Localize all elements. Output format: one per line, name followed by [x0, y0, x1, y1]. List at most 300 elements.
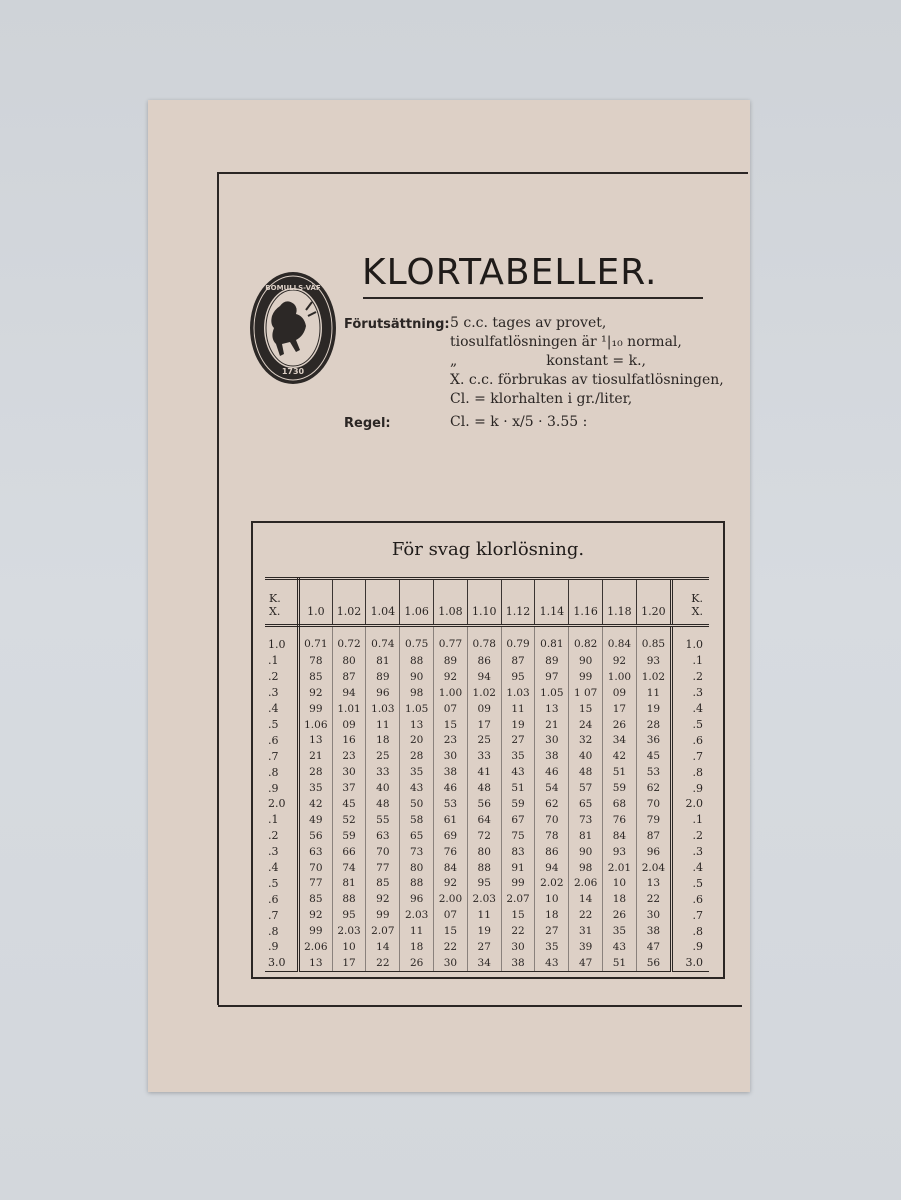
- chlorine-value-cell: 1.03: [366, 701, 400, 717]
- premise-line: „ konstant = k.,: [450, 353, 646, 369]
- corner-header: [265, 579, 299, 626]
- chlorine-value-cell: 52: [332, 812, 366, 828]
- chlorine-value-cell: 1.02: [467, 685, 501, 701]
- chlorine-value-cell: 30: [535, 732, 569, 748]
- x-value-cell-right: .5: [672, 717, 710, 733]
- chlorine-value-cell: 26: [603, 907, 637, 923]
- chlorine-value-cell: 69: [434, 828, 468, 844]
- chlorine-value-cell: 27: [467, 939, 501, 955]
- chlorine-value-cell: 09: [603, 685, 637, 701]
- x-value-cell: .7: [265, 907, 299, 923]
- chlorine-value-cell: 66: [332, 844, 366, 860]
- chlorine-value-cell: 2.03: [467, 891, 501, 907]
- x-value-cell: .4: [265, 701, 299, 717]
- chlorine-value-cell: 99: [299, 923, 333, 939]
- chlorine-value-cell: 19: [501, 717, 535, 733]
- chlorine-value-cell: 87: [636, 828, 671, 844]
- x-value-cell: .8: [265, 923, 299, 939]
- k-column-header: 1.16: [569, 579, 603, 626]
- chlorine-value-cell: 81: [569, 828, 603, 844]
- chlorine-value-cell: 2.03: [400, 907, 434, 923]
- x-value-cell: 3.0: [265, 955, 299, 971]
- chlorine-value-cell: 75: [501, 828, 535, 844]
- chlorine-value-cell: 64: [467, 812, 501, 828]
- chlorine-value-cell: 20: [400, 732, 434, 748]
- premise-label: Förutsättning:: [344, 317, 450, 332]
- chlorine-value-cell: 93: [603, 844, 637, 860]
- chlorine-value-cell: 2.06: [299, 939, 333, 955]
- chlorine-value-cell: 25: [467, 732, 501, 748]
- x-value-cell: .2: [265, 669, 299, 685]
- document-sheet: [148, 100, 750, 1092]
- chlorine-value-cell: 28: [299, 764, 333, 780]
- premise-line: tiosulfatlösningen är ¹|₁₀ normal,: [450, 334, 682, 350]
- chlorine-value-cell: 22: [501, 923, 535, 939]
- table-body: [265, 626, 709, 972]
- chlorine-value-cell: 0.81: [535, 626, 569, 654]
- chlorine-value-cell: 23: [434, 732, 468, 748]
- chlorine-value-cell: 1.00: [603, 669, 637, 685]
- chlorine-value-cell: 99: [569, 669, 603, 685]
- premise-line: Cl. = klorhalten i gr./liter,: [450, 391, 633, 407]
- chlorine-value-cell: 51: [603, 955, 637, 971]
- chlorine-value-cell: 09: [467, 701, 501, 717]
- x-value-cell: .9: [265, 939, 299, 955]
- chlorine-value-cell: 11: [366, 717, 400, 733]
- premise-line: 5 c.c. tages av provet,: [450, 315, 607, 331]
- chlorine-value-cell: 07: [434, 907, 468, 923]
- chlorine-value-cell: 72: [467, 828, 501, 844]
- chlorine-value-cell: 94: [535, 860, 569, 876]
- chlorine-value-cell: 07: [434, 701, 468, 717]
- chlorine-value-cell: 86: [535, 844, 569, 860]
- chlorine-value-cell: 23: [332, 748, 366, 764]
- chlorine-value-cell: 35: [299, 780, 333, 796]
- x-value-cell: .2: [265, 828, 299, 844]
- chlorine-value-cell: 79: [636, 812, 671, 828]
- chlorine-table-box: [251, 521, 725, 979]
- chlorine-value-cell: 30: [434, 955, 468, 971]
- k-column-header: 1.0: [299, 579, 333, 626]
- x-value-cell-right: .7: [672, 907, 710, 923]
- table-row: [265, 717, 709, 733]
- table-row: [265, 955, 709, 971]
- chlorine-value-cell: 85: [366, 875, 400, 891]
- table-row: [265, 748, 709, 764]
- table-row: [265, 701, 709, 717]
- chlorine-value-cell: 0.71: [299, 626, 333, 654]
- corner-k-label: K.: [269, 592, 281, 605]
- chlorine-value-cell: 53: [636, 764, 671, 780]
- chlorine-value-cell: 26: [400, 955, 434, 971]
- chlorine-value-cell: 95: [332, 907, 366, 923]
- x-value-cell: 1.0: [265, 626, 299, 654]
- chlorine-value-cell: 96: [636, 844, 671, 860]
- chlorine-value-cell: 92: [299, 685, 333, 701]
- chlorine-value-cell: 59: [501, 796, 535, 812]
- chlorine-value-cell: 99: [366, 907, 400, 923]
- chlorine-value-cell: 74: [332, 860, 366, 876]
- chlorine-value-cell: 35: [535, 939, 569, 955]
- table-row: [265, 923, 709, 939]
- chlorine-value-cell: 0.74: [366, 626, 400, 654]
- chlorine-value-cell: 65: [569, 796, 603, 812]
- chlorine-value-cell: 70: [636, 796, 671, 812]
- x-value-cell: .7: [265, 748, 299, 764]
- chlorine-value-cell: 65: [400, 828, 434, 844]
- chlorine-value-cell: 18: [366, 732, 400, 748]
- chlorine-value-cell: 51: [603, 764, 637, 780]
- corner-x-label: X.: [269, 605, 281, 618]
- table-row: [265, 939, 709, 955]
- x-value-cell-right: .2: [672, 828, 710, 844]
- table-row: [265, 875, 709, 891]
- chlorine-value-cell: 28: [400, 748, 434, 764]
- x-value-cell-right: .3: [672, 685, 710, 701]
- k-column-header: 1.20: [636, 579, 671, 626]
- chlorine-value-cell: 92: [366, 891, 400, 907]
- k-column-header: 1.02: [332, 579, 366, 626]
- table-row: [265, 796, 709, 812]
- table-row: [265, 860, 709, 876]
- chlorine-value-cell: 39: [569, 939, 603, 955]
- chlorine-value-cell: 0.78: [467, 626, 501, 654]
- rule-formula: Cl. = k · x/5 · 3.55 :: [450, 414, 588, 430]
- chlorine-value-cell: 88: [467, 860, 501, 876]
- corner-k-label: K.: [691, 592, 703, 605]
- chlorine-value-cell: 11: [400, 923, 434, 939]
- chlorine-value-cell: 33: [366, 764, 400, 780]
- table-row: [265, 764, 709, 780]
- chlorine-value-cell: 46: [535, 764, 569, 780]
- chlorine-value-cell: 43: [501, 764, 535, 780]
- chlorine-value-cell: 50: [400, 796, 434, 812]
- x-value-cell-right: .5: [672, 875, 710, 891]
- frame-bottom-rule: [218, 1005, 742, 1007]
- chlorine-value-cell: 99: [299, 701, 333, 717]
- x-value-cell: .6: [265, 891, 299, 907]
- k-column-header: 1.04: [366, 579, 400, 626]
- chlorine-value-cell: 18: [535, 907, 569, 923]
- chlorine-value-cell: 53: [434, 796, 468, 812]
- table-row: [265, 626, 709, 654]
- frame-left-rule: [217, 172, 219, 1005]
- chlorine-value-cell: 09: [332, 717, 366, 733]
- k-column-header: 1.18: [603, 579, 637, 626]
- chlorine-value-cell: 43: [535, 955, 569, 971]
- chlorine-value-cell: 13: [299, 732, 333, 748]
- x-value-cell-right: 1.0: [672, 626, 710, 654]
- table-row: [265, 828, 709, 844]
- chlorine-value-cell: 30: [636, 907, 671, 923]
- chlorine-value-cell: 48: [366, 796, 400, 812]
- table-row: [265, 685, 709, 701]
- chlorine-value-cell: 42: [299, 796, 333, 812]
- x-value-cell-right: .8: [672, 764, 710, 780]
- x-value-cell-right: .1: [672, 653, 710, 669]
- chlorine-value-cell: 98: [400, 685, 434, 701]
- chlorine-value-cell: 22: [366, 955, 400, 971]
- x-value-cell: .8: [265, 764, 299, 780]
- chlorine-value-cell: 87: [501, 653, 535, 669]
- chlorine-value-cell: 42: [603, 748, 637, 764]
- corner-header-right: [672, 579, 710, 626]
- chlorine-value-cell: 81: [366, 653, 400, 669]
- chlorine-value-cell: 21: [535, 717, 569, 733]
- k-column-header: 1.14: [535, 579, 569, 626]
- chlorine-value-cell: 46: [434, 780, 468, 796]
- svg-text:BOMULLS-VÄF: BOMULLS-VÄF: [265, 284, 321, 292]
- chlorine-value-cell: 88: [400, 653, 434, 669]
- x-value-cell: 2.0: [265, 796, 299, 812]
- chlorine-value-cell: 22: [434, 939, 468, 955]
- chlorine-value-cell: 2.06: [569, 875, 603, 891]
- chlorine-value-cell: 36: [636, 732, 671, 748]
- table-row: [265, 907, 709, 923]
- x-value-cell-right: .1: [672, 812, 710, 828]
- x-value-cell-right: .9: [672, 939, 710, 955]
- chlorine-value-cell: 68: [603, 796, 637, 812]
- chlorine-value-cell: 0.82: [569, 626, 603, 654]
- chlorine-value-cell: 80: [467, 844, 501, 860]
- chlorine-value-cell: 81: [332, 875, 366, 891]
- chlorine-value-cell: 43: [603, 939, 637, 955]
- table-row: [265, 780, 709, 796]
- x-value-cell-right: .6: [672, 891, 710, 907]
- chlorine-value-cell: 26: [603, 717, 637, 733]
- chlorine-value-cell: 73: [400, 844, 434, 860]
- k-column-header: 1.06: [400, 579, 434, 626]
- chlorine-value-cell: 1 07: [569, 685, 603, 701]
- chlorine-value-cell: 90: [400, 669, 434, 685]
- chlorine-value-cell: 62: [636, 780, 671, 796]
- chlorine-value-cell: 48: [569, 764, 603, 780]
- table-header-row: [265, 579, 709, 626]
- premise-line: X. c.c. förbrukas av tiosulfatlösningen,: [450, 372, 724, 388]
- corner-x-label: X.: [691, 605, 703, 618]
- chlorine-value-cell: 0.79: [501, 626, 535, 654]
- chlorine-value-cell: 0.85: [636, 626, 671, 654]
- chlorine-value-cell: 1.02: [636, 669, 671, 685]
- chlorine-value-cell: 70: [535, 812, 569, 828]
- chlorine-value-cell: 38: [535, 748, 569, 764]
- chlorine-value-cell: 13: [400, 717, 434, 733]
- chlorine-value-cell: 95: [501, 669, 535, 685]
- table-row: [265, 891, 709, 907]
- chlorine-value-cell: 92: [603, 653, 637, 669]
- chlorine-value-cell: 61: [434, 812, 468, 828]
- chlorine-value-cell: 0.84: [603, 626, 637, 654]
- chlorine-value-cell: 10: [603, 875, 637, 891]
- chlorine-value-cell: 90: [569, 653, 603, 669]
- x-value-cell: .3: [265, 844, 299, 860]
- x-value-cell: .3: [265, 685, 299, 701]
- chlorine-value-cell: 30: [332, 764, 366, 780]
- x-value-cell-right: .9: [672, 780, 710, 796]
- chlorine-value-cell: 2.07: [501, 891, 535, 907]
- x-value-cell: .6: [265, 732, 299, 748]
- chlorine-value-cell: 94: [332, 685, 366, 701]
- x-value-cell-right: 2.0: [672, 796, 710, 812]
- chlorine-value-cell: 38: [501, 955, 535, 971]
- x-value-cell: .1: [265, 812, 299, 828]
- chlorine-value-cell: 1.01: [332, 701, 366, 717]
- chlorine-value-cell: 47: [569, 955, 603, 971]
- chlorine-value-cell: 92: [434, 669, 468, 685]
- table-row: [265, 844, 709, 860]
- x-value-cell-right: .4: [672, 701, 710, 717]
- chlorine-value-cell: 27: [535, 923, 569, 939]
- chlorine-value-cell: 88: [400, 875, 434, 891]
- chlorine-value-cell: 40: [569, 748, 603, 764]
- chlorine-value-cell: 89: [434, 653, 468, 669]
- chlorine-value-cell: 83: [501, 844, 535, 860]
- chlorine-value-cell: 11: [501, 701, 535, 717]
- chlorine-value-cell: 98: [569, 860, 603, 876]
- chlorine-value-cell: 0.77: [434, 626, 468, 654]
- x-value-cell-right: .8: [672, 923, 710, 939]
- chlorine-value-cell: 70: [366, 844, 400, 860]
- chlorine-value-cell: 89: [535, 653, 569, 669]
- chlorine-value-cell: 19: [467, 923, 501, 939]
- chlorine-value-cell: 27: [501, 732, 535, 748]
- title-underline: [363, 297, 703, 299]
- chlorine-value-cell: 13: [535, 701, 569, 717]
- chlorine-value-cell: 80: [400, 860, 434, 876]
- chlorine-value-cell: 56: [636, 955, 671, 971]
- rule-label: Regel:: [344, 416, 391, 431]
- chlorine-value-cell: 1.03: [501, 685, 535, 701]
- document-title: KLORTABELLER.: [362, 252, 658, 293]
- chlorine-value-cell: 99: [501, 875, 535, 891]
- chlorine-value-cell: 38: [636, 923, 671, 939]
- chlorine-value-cell: 59: [332, 828, 366, 844]
- chlorine-value-cell: 17: [603, 701, 637, 717]
- chlorine-value-cell: 86: [467, 653, 501, 669]
- chlorine-value-cell: 13: [299, 955, 333, 971]
- chlorine-value-cell: 84: [434, 860, 468, 876]
- chlorine-value-cell: 10: [332, 939, 366, 955]
- chlorine-value-cell: 85: [299, 669, 333, 685]
- x-value-cell-right: .2: [672, 669, 710, 685]
- chlorine-value-cell: 63: [299, 844, 333, 860]
- chlorine-value-cell: 15: [434, 717, 468, 733]
- chlorine-value-cell: 1.05: [400, 701, 434, 717]
- chlorine-value-cell: 15: [569, 701, 603, 717]
- chlorine-value-cell: 62: [535, 796, 569, 812]
- chlorine-value-cell: 25: [366, 748, 400, 764]
- chlorine-value-cell: 45: [332, 796, 366, 812]
- chlorine-value-cell: 77: [299, 875, 333, 891]
- chlorine-value-cell: 96: [366, 685, 400, 701]
- chlorine-value-cell: 77: [366, 860, 400, 876]
- chlorine-value-cell: 93: [636, 653, 671, 669]
- chlorine-value-cell: 30: [501, 939, 535, 955]
- chlorine-value-cell: 14: [569, 891, 603, 907]
- table-row: [265, 812, 709, 828]
- chlorine-value-cell: 76: [434, 844, 468, 860]
- chlorine-value-cell: 78: [535, 828, 569, 844]
- x-value-cell-right: .3: [672, 844, 710, 860]
- chlorine-value-cell: 63: [366, 828, 400, 844]
- chlorine-value-cell: 89: [366, 669, 400, 685]
- chlorine-value-cell: 45: [636, 748, 671, 764]
- chlorine-value-cell: 1.00: [434, 685, 468, 701]
- chlorine-value-cell: 17: [332, 955, 366, 971]
- x-value-cell: .5: [265, 717, 299, 733]
- chlorine-value-cell: 84: [603, 828, 637, 844]
- chlorine-value-cell: 88: [332, 891, 366, 907]
- chlorine-value-cell: 34: [467, 955, 501, 971]
- chlorine-value-cell: 22: [636, 891, 671, 907]
- chlorine-value-cell: 35: [603, 923, 637, 939]
- k-column-header: 1.08: [434, 579, 468, 626]
- chlorine-value-cell: 0.72: [332, 626, 366, 654]
- chlorine-value-cell: 18: [400, 939, 434, 955]
- x-value-cell-right: .4: [672, 860, 710, 876]
- chlorine-value-cell: 92: [299, 907, 333, 923]
- x-value-cell-right: .7: [672, 748, 710, 764]
- chlorine-value-cell: 96: [400, 891, 434, 907]
- chlorine-value-cell: 18: [603, 891, 637, 907]
- chlorine-value-cell: 80: [332, 653, 366, 669]
- chlorine-value-cell: 95: [467, 875, 501, 891]
- x-value-cell: .9: [265, 780, 299, 796]
- chlorine-value-cell: 76: [603, 812, 637, 828]
- chlorine-value-cell: 2.02: [535, 875, 569, 891]
- chlorine-value-cell: 2.00: [434, 891, 468, 907]
- chlorine-value-cell: 2.01: [603, 860, 637, 876]
- chlorine-value-cell: 13: [636, 875, 671, 891]
- svg-text:1730: 1730: [281, 367, 305, 376]
- chlorine-value-cell: 41: [467, 764, 501, 780]
- chlorine-value-cell: 30: [434, 748, 468, 764]
- chlorine-value-cell: 10: [535, 891, 569, 907]
- chlorine-value-cell: 56: [467, 796, 501, 812]
- chlorine-value-cell: 17: [467, 717, 501, 733]
- table-title: För svag klorlösning.: [391, 539, 585, 560]
- chlorine-value-cell: 15: [434, 923, 468, 939]
- chlorine-value-cell: 15: [501, 907, 535, 923]
- chlorine-value-cell: 59: [603, 780, 637, 796]
- chlorine-value-cell: 33: [467, 748, 501, 764]
- x-value-cell: .1: [265, 653, 299, 669]
- chlorine-value-cell: 2.07: [366, 923, 400, 939]
- chlorine-value-cell: 90: [569, 844, 603, 860]
- chlorine-value-cell: 97: [535, 669, 569, 685]
- chlorine-value-cell: 73: [569, 812, 603, 828]
- chlorine-value-cell: 43: [400, 780, 434, 796]
- chlorine-value-cell: 32: [569, 732, 603, 748]
- x-value-cell-right: 3.0: [672, 955, 710, 971]
- chlorine-value-cell: 35: [400, 764, 434, 780]
- chlorine-value-cell: 31: [569, 923, 603, 939]
- chlorine-value-cell: 51: [501, 780, 535, 796]
- x-value-cell: .5: [265, 875, 299, 891]
- chlorine-value-cell: 94: [467, 669, 501, 685]
- table-row: [265, 669, 709, 685]
- x-value-cell: .4: [265, 860, 299, 876]
- table-row: [265, 732, 709, 748]
- chlorine-value-cell: 1.05: [535, 685, 569, 701]
- chlorine-value-cell: 70: [299, 860, 333, 876]
- chlorine-value-cell: 37: [332, 780, 366, 796]
- k-column-header: 1.12: [501, 579, 535, 626]
- chlorine-value-cell: 78: [299, 653, 333, 669]
- chlorine-value-cell: 22: [569, 907, 603, 923]
- chlorine-value-cell: 47: [636, 939, 671, 955]
- chlorine-value-cell: 54: [535, 780, 569, 796]
